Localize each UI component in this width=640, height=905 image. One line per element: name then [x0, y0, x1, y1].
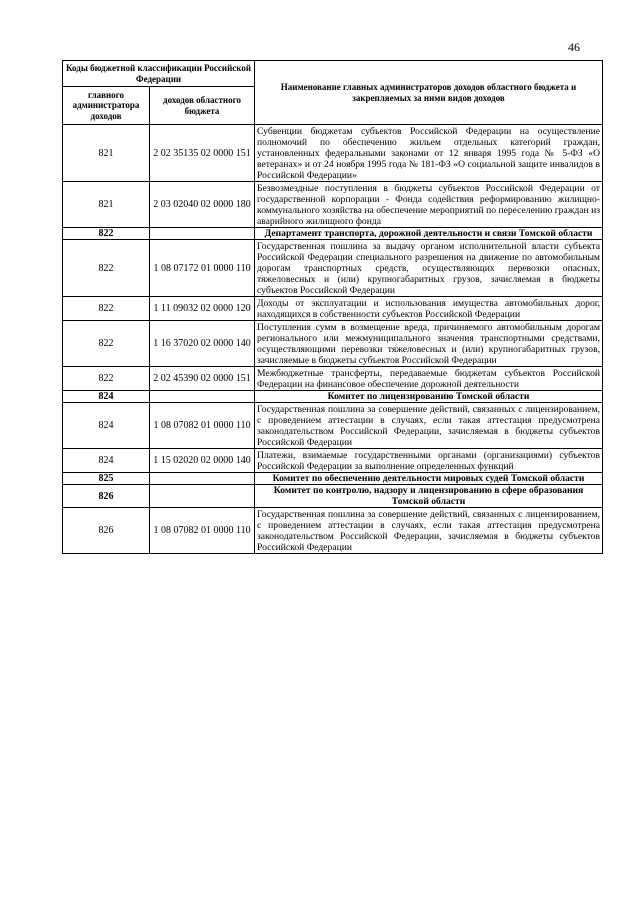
- admin-code-cell: 821: [63, 182, 150, 228]
- admin-code-cell: 822: [63, 321, 150, 367]
- description-cell: Безвозмездные поступления в бюджеты субъектов Российской Федерации от государственной корпорации - Фонда содействия реформированию жилищно-коммунального хозяйства на обеспечение мероприятий по переселению граждан из аварийного жилищного фонда: [255, 182, 603, 228]
- income-code-cell: 1 15 02020 02 0000 140: [150, 449, 255, 473]
- table-row: [63, 403, 603, 449]
- department-name-cell: Комитет по контролю, надзору и лицензированию в сфере образования Томской области: [255, 485, 603, 508]
- table-body: [63, 125, 603, 554]
- table-row: [63, 508, 603, 554]
- admin-code-cell: 822: [63, 228, 150, 240]
- income-code-cell: 1 08 07082 01 0000 110: [150, 508, 255, 554]
- admin-code-cell: 826: [63, 485, 150, 508]
- income-code-cell: 1 11 09032 02 0000 120: [150, 297, 255, 321]
- admin-code-cell: 824: [63, 449, 150, 473]
- description-cell: Субвенции бюджетам субъектов Российской Федерации на осуществление полномочий по обеспечению жильем отдельных категорий граждан, установленных федеральными законами от 12 января 1995 года № 5-ФЗ «О ветеранах» и от 24 ноября 1995 года № 181-ФЗ «О социальной защите инвалидов в Российской Федерации»: [255, 125, 603, 182]
- admin-code-cell: 822: [63, 240, 150, 297]
- admin-code-cell: 825: [63, 473, 150, 485]
- department-row: [63, 391, 603, 403]
- description-cell: Государственная пошлина за выдачу органом исполнительной власти субъекта Российской Федерации специального разрешения на движение по автомобильным дорогам транспортных средств, осуществляющих перевозки опасных, тяжеловесных и (или) крупногабаритных грузов, зачисляемая в бюджеты субъектов Российской Федерации: [255, 240, 603, 297]
- page-number: 46: [568, 40, 580, 54]
- department-row: [63, 228, 603, 240]
- admin-code-cell: 821: [63, 125, 150, 182]
- table-row: [63, 449, 603, 473]
- income-code-cell: 1 08 07082 01 0000 110: [150, 403, 255, 449]
- admin-code-cell: 822: [63, 297, 150, 321]
- department-name-cell: Комитет по обеспечению деятельности мировых судей Томской области: [255, 473, 603, 485]
- department-row: [63, 485, 603, 508]
- table-row: [63, 125, 603, 182]
- income-code-cell: [150, 485, 255, 508]
- description-cell: Государственная пошлина за совершение действий, связанных с лицензированием, с проведением аттестации в случаях, если такая аттестация предусмотрена законодательством Российской Федерации, зачисляемая в бюджеты субъектов Российской Федерации: [255, 403, 603, 449]
- table-row: [63, 367, 603, 391]
- department-name-cell: Департамент транспорта, дорожной деятельности и связи Томской области: [255, 228, 603, 240]
- header-name-column: Наименование главных администраторов доходов областного бюджета и закрепляемых за ними видов доходов: [255, 61, 603, 125]
- admin-code-cell: 822: [63, 367, 150, 391]
- income-code-cell: 1 08 07172 01 0000 110: [150, 240, 255, 297]
- income-code-cell: [150, 391, 255, 403]
- table-row: [63, 297, 603, 321]
- header-income-column: доходов областного бюджета: [150, 87, 255, 125]
- admin-code-cell: 824: [63, 391, 150, 403]
- description-cell: Межбюджетные трансферты, передаваемые бюджетам субъектов Российской Федерации на финансовое обеспечение дорожной деятельности: [255, 367, 603, 391]
- income-code-cell: [150, 228, 255, 240]
- budget-codes-table: [62, 60, 603, 554]
- description-cell: Государственная пошлина за совершение действий, связанных с лицензированием, с проведением аттестации в случаях, если такая аттестация предусмотрена законодательством Российской Федерации, зачисляемая в бюджеты субъектов Российской Федерации: [255, 508, 603, 554]
- table-row: [63, 321, 603, 367]
- department-row: [63, 473, 603, 485]
- income-code-cell: 1 16 37020 02 0000 140: [150, 321, 255, 367]
- income-code-cell: [150, 473, 255, 485]
- table-row: [63, 240, 603, 297]
- table-row: [63, 182, 603, 228]
- admin-code-cell: 824: [63, 403, 150, 449]
- income-code-cell: 2 03 02040 02 0000 180: [150, 182, 255, 228]
- income-code-cell: 2 02 35135 02 0000 151: [150, 125, 255, 182]
- header-group-title: Коды бюджетной классификации Российской Федерации: [63, 61, 255, 87]
- description-cell: Поступления сумм в возмещение вреда, причиняемого автомобильным дорогам регионального или межмуниципального значения транспортными средствами, осуществляющими перевозки тяжеловесных и (или) крупногабаритных грузов, зачисляемые в бюджеты субъектов Российской Федерации: [255, 321, 603, 367]
- header-admin-column: главного администратора доходов: [63, 87, 150, 125]
- description-cell: Платежи, взимаемые государственными органами (организациями) субъектов Российской Федерации за выполнение определенных функций: [255, 449, 603, 473]
- description-cell: Доходы от эксплуатации и использования имущества автомобильных дорог, находящихся в собственности субъектов Российской Федерации: [255, 297, 603, 321]
- admin-code-cell: 826: [63, 508, 150, 554]
- department-name-cell: Комитет по лицензированию Томской области: [255, 391, 603, 403]
- income-code-cell: 2 02 45390 02 0000 151: [150, 367, 255, 391]
